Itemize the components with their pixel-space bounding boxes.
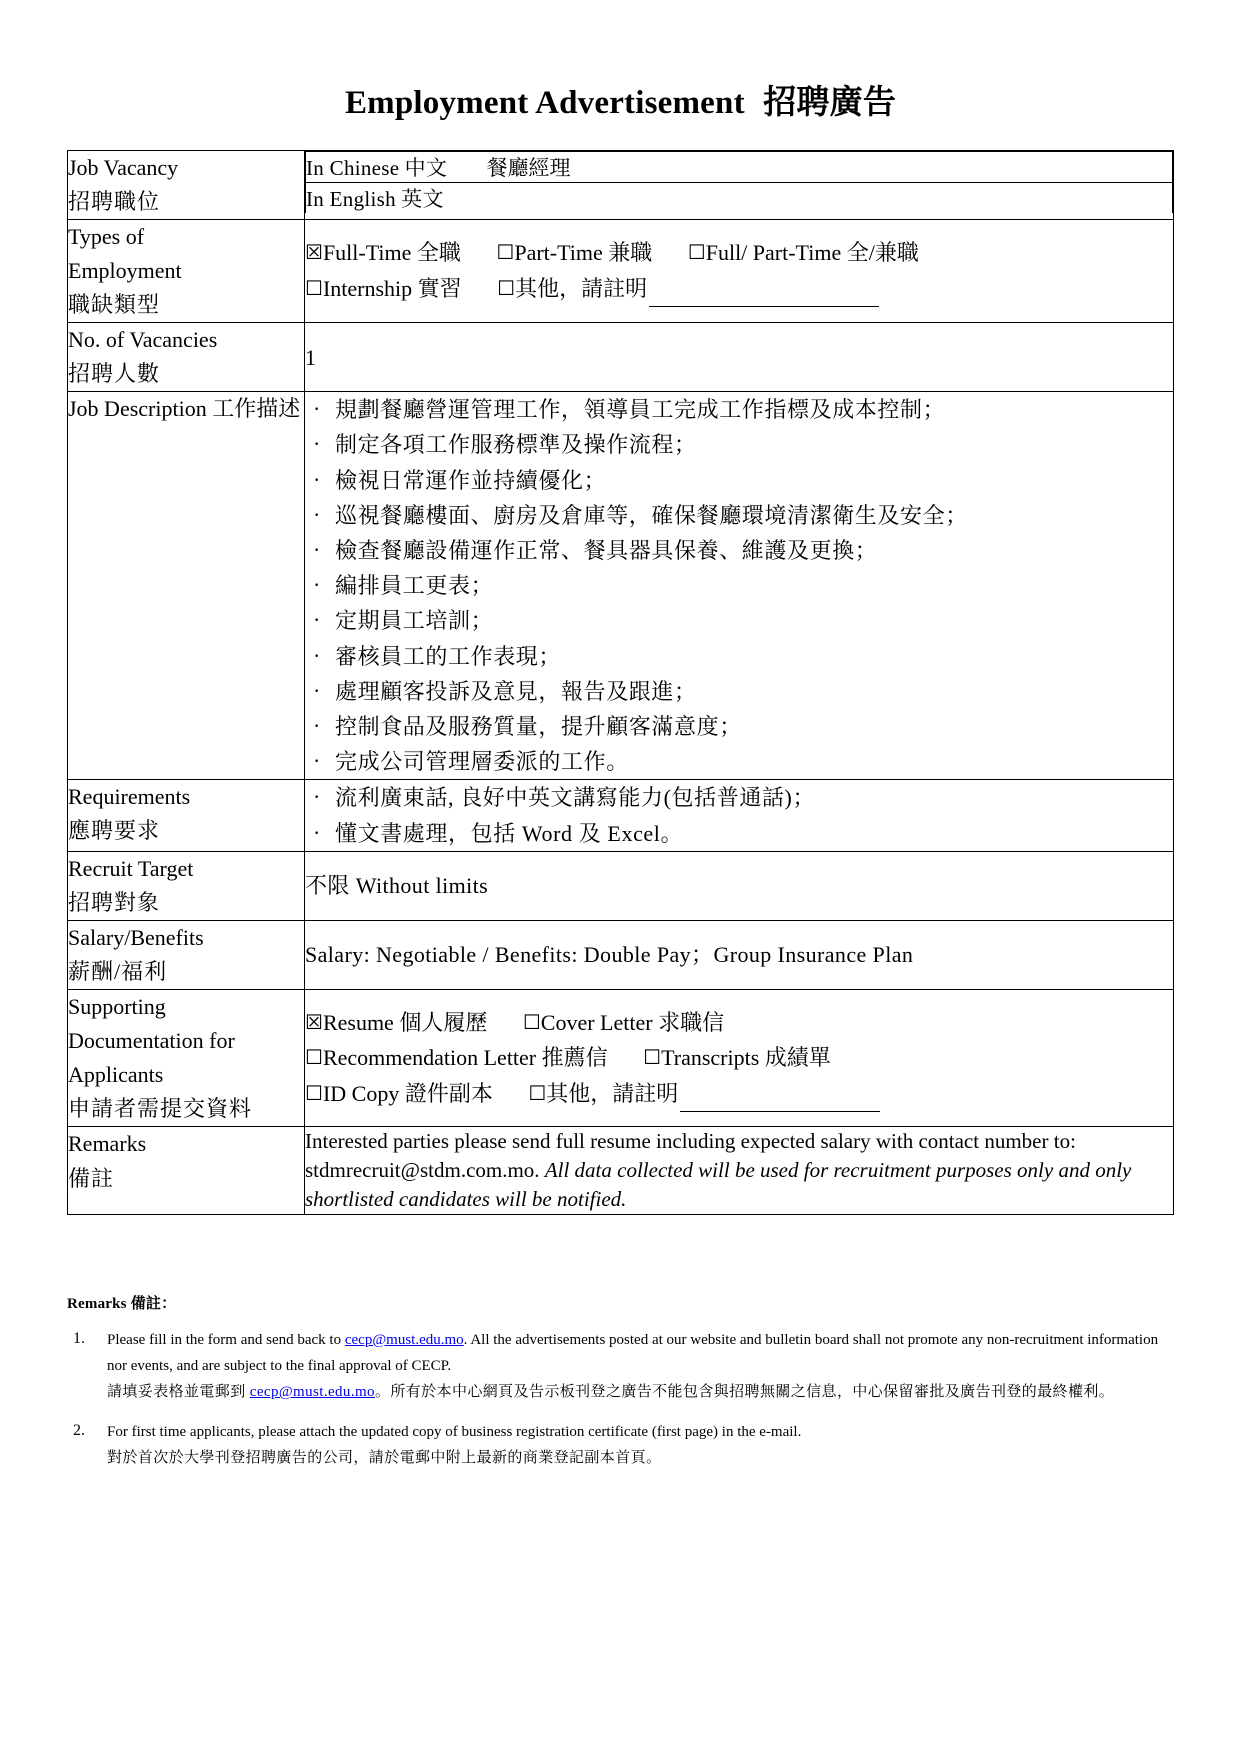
row-value-requirements — [305, 780, 1174, 851]
list-item: · 處理顧客投訴及意見，報告及跟進； — [305, 674, 1173, 709]
supporting-doc-line-3 — [305, 1076, 1173, 1112]
remarks-text-italic: All data collected will be used for recruitment purposes only and only shortlisted candidates will be notified. — [305, 1158, 1132, 1212]
option-label-en: Part-Time — [514, 240, 603, 266]
checkbox-option-other[interactable] — [497, 271, 879, 307]
checkbox-icon-checked[interactable]: ☒ — [305, 240, 323, 265]
option-label-zh: 兼職 — [608, 240, 653, 266]
checkbox-option-other-document[interactable] — [528, 1076, 880, 1112]
label-en-line2: Documentation for — [68, 1028, 235, 1054]
footnotes-heading-zh: 備註： — [130, 1296, 177, 1313]
employment-type-line-2 — [305, 271, 1173, 307]
table-row-supporting-documentation — [68, 990, 1174, 1127]
row-value-recruit-target — [305, 851, 1174, 920]
option-label-zh: 推薦信 — [541, 1045, 608, 1071]
employment-type-line-1 — [305, 235, 1173, 271]
footnotes-heading-en: Remarks — [67, 1296, 127, 1313]
footnote-zh-line — [107, 1379, 1174, 1407]
checkbox-option-part-time[interactable] — [496, 235, 652, 271]
row-label-job-vacancy — [68, 150, 305, 219]
other-employment-type-input[interactable] — [649, 287, 879, 307]
list-item: · 完成公司管理層委派的工作。 — [305, 744, 1173, 779]
row-label-types-of-employment — [68, 219, 305, 322]
checkbox-icon-unchecked[interactable]: ☐ — [496, 240, 515, 265]
label-zh: 招聘人數 — [68, 361, 161, 387]
option-label-en: Full/ Part-Time — [705, 240, 842, 266]
in-english-label-en: In English — [306, 186, 396, 211]
checkbox-icon-unchecked[interactable]: ☐ — [687, 240, 706, 265]
row-value-remarks — [305, 1127, 1174, 1215]
footnote-body — [107, 1419, 1174, 1473]
label-en: Requirements — [68, 784, 191, 810]
row-label-requirements — [68, 780, 305, 851]
label-zh: 招聘對象 — [68, 889, 161, 915]
recruit-target-value[interactable]: 不限 Without limits — [305, 873, 489, 899]
list-item: · 定期員工培訓； — [305, 603, 1173, 638]
label-en: Job Vacancy — [68, 154, 179, 180]
list-item: · 控制食品及服務質量，提升顧客滿意度； — [305, 709, 1173, 744]
footnote-body — [107, 1327, 1174, 1407]
footnote-en-part1: Please fill in the form and send back to — [107, 1331, 345, 1348]
footnote-en-line: For first time applicants, please attach the updated copy of business registration certificate (first page) in the e-mail. — [107, 1423, 802, 1440]
option-label-en: Resume — [322, 1009, 394, 1035]
label-zh: 申請者需提交資料 — [68, 1096, 253, 1122]
job-vacancy-chinese-cell — [306, 151, 1173, 182]
job-vacancy-english-value[interactable] — [444, 187, 478, 211]
option-label-zh: 證件副本 — [404, 1081, 493, 1107]
row-label-salary-benefits — [68, 920, 305, 989]
label-zh: 招聘職位 — [68, 188, 161, 214]
checkbox-icon-unchecked[interactable]: ☐ — [522, 1009, 541, 1034]
checkbox-icon-unchecked[interactable]: ☐ — [528, 1081, 547, 1106]
checkbox-icon-checked[interactable]: ☒ — [305, 1009, 323, 1034]
list-item: · 規劃餐廳營運管理工作，領導員工完成工作指標及成本控制； — [305, 392, 1173, 427]
checkbox-option-cover-letter[interactable] — [523, 1005, 724, 1041]
checkbox-icon-unchecked[interactable]: ☐ — [305, 275, 323, 300]
footnote-item-1 — [67, 1327, 1174, 1407]
option-label-en: Cover Letter — [540, 1009, 653, 1035]
table-row-remarks — [68, 1127, 1174, 1215]
label-zh: 應聘要求 — [68, 818, 161, 844]
table-row-job-vacancy — [68, 150, 1174, 219]
checkbox-icon-unchecked[interactable]: ☐ — [305, 1081, 323, 1106]
page-title-zh: 招聘廣告 — [763, 85, 897, 121]
label-zh: 備註 — [68, 1165, 115, 1191]
row-label-remarks — [68, 1127, 305, 1215]
label-en-line2: Employment — [68, 257, 182, 283]
row-value-job-vacancy — [305, 150, 1174, 219]
footnote-zh-part1: 請填妥表格並電郵到 — [107, 1384, 250, 1401]
footnote-email-link-zh[interactable]: cecp@must.edu.mo — [249, 1384, 375, 1401]
label-en-line1: Supporting — [68, 994, 166, 1020]
row-label-job-description — [68, 392, 305, 780]
employment-advertisement-form — [67, 150, 1174, 1216]
option-label-en: Transcripts — [661, 1045, 760, 1071]
table-row-types-of-employment — [68, 219, 1174, 322]
page-title-en: Employment Advertisement — [344, 85, 745, 121]
list-item: · 制定各項工作服務標準及操作流程； — [305, 427, 1173, 462]
list-item: · 檢查餐廳設備運作正常、餐具器具保養、維護及更換； — [305, 533, 1173, 568]
checkbox-option-recommendation-letter[interactable] — [305, 1040, 608, 1076]
no-of-vacancies-value[interactable]: 1 — [305, 344, 317, 370]
footnote-item-2 — [67, 1419, 1174, 1473]
page-title — [62, 84, 1179, 124]
checkbox-icon-unchecked[interactable]: ☐ — [497, 275, 516, 300]
checkbox-option-transcripts[interactable] — [643, 1040, 831, 1076]
option-label-en: Recommendation Letter — [322, 1045, 537, 1071]
footnote-en-line — [107, 1327, 1174, 1380]
option-label-en: Internship — [322, 275, 413, 301]
row-value-no-of-vacancies — [305, 323, 1174, 392]
label-en: Recruit Target — [68, 855, 194, 881]
job-vacancy-english-cell — [306, 182, 1173, 213]
footnote-zh-part2: 。所有於本中心網頁及告示板刊登之廣告不能包含與招聘無關之信息，中心保留審批及廣告刊登的最終權利。 — [374, 1384, 1115, 1401]
checkbox-option-id-copy[interactable] — [305, 1076, 493, 1112]
footnotes-section — [67, 1293, 1174, 1473]
label-en-line1: Types of — [68, 223, 145, 249]
list-item: · 檢視日常運作並持續優化； — [305, 463, 1173, 498]
supporting-doc-line-1 — [305, 1005, 1173, 1041]
checkbox-option-internship[interactable] — [305, 271, 462, 307]
row-value-supporting-documentation — [305, 990, 1174, 1127]
job-vacancy-subtable — [305, 151, 1173, 213]
in-chinese-label-zh: 中文 — [404, 155, 448, 180]
label-zh: 薪酬/福利 — [68, 958, 168, 984]
option-label-zh: 其他，請註明 — [515, 275, 648, 301]
job-vacancy-chinese-row — [306, 151, 1173, 182]
footnote-number: 1. — [73, 1329, 85, 1347]
table-row-requirements — [68, 780, 1174, 851]
supporting-doc-line-2 — [305, 1040, 1173, 1076]
checkbox-option-full-part-time[interactable] — [688, 235, 919, 271]
label-en: Remarks — [68, 1131, 147, 1157]
in-chinese-label-en: In Chinese — [306, 155, 400, 180]
option-label-zh: 個人履歷 — [399, 1009, 488, 1035]
list-item: · 懂文書處理，包括 Word 及 Excel。 — [305, 816, 1173, 851]
footnote-en-part2: . All the advertisements posted at our website and bulletin board shall not promote any non-recruitment information nor events, and are subject to the final approval of CECP. — [107, 1331, 1159, 1374]
footnote-zh-line: 對於首次於大學刊登招聘廣告的公司，請於電郵中附上最新的商業登記副本首頁。 — [107, 1450, 662, 1467]
job-vacancy-english-row — [306, 182, 1173, 213]
label-en: No. of Vacancies — [68, 327, 218, 353]
option-label-zh: 其他，請註明 — [546, 1081, 679, 1107]
footnote-email-link[interactable]: cecp@must.edu.mo — [344, 1331, 464, 1348]
option-label-zh: 全/兼職 — [846, 240, 919, 266]
footnote-number: 2. — [73, 1421, 85, 1439]
label-zh: 職缺類型 — [68, 291, 161, 317]
list-item: · 流利廣東話, 良好中英文講寫能力(包括普通話)； — [305, 780, 1173, 815]
remarks-paragraph — [305, 1127, 1173, 1214]
remarks-text-normal: Interested parties please send full resume including expected salary with contact number to: stdmrecruit@stdm.com.mo. — [305, 1129, 1076, 1183]
list-item: · 審核員工的工作表現； — [305, 639, 1173, 674]
label-en-line3: Applicants — [68, 1062, 164, 1088]
label-en: Salary/Benefits — [68, 924, 204, 950]
label-zh: 工作描述 — [212, 396, 301, 422]
checkbox-option-resume[interactable] — [305, 1005, 487, 1041]
table-row-salary-benefits — [68, 920, 1174, 989]
row-value-job-description — [305, 392, 1174, 780]
checkbox-icon-unchecked[interactable]: ☐ — [643, 1045, 662, 1070]
label-en: Job Description — [68, 396, 207, 422]
row-label-recruit-target — [68, 851, 305, 920]
table-row-job-description — [68, 392, 1174, 780]
job-vacancy-chinese-value[interactable]: 餐廳經理 — [486, 155, 571, 180]
job-description-list — [305, 392, 1173, 779]
option-label-zh: 成績單 — [764, 1045, 831, 1071]
option-label-zh: 全職 — [416, 240, 461, 266]
row-label-no-of-vacancies — [68, 323, 305, 392]
row-value-types-of-employment — [305, 219, 1174, 322]
option-label-en: Full-Time — [322, 240, 412, 266]
salary-benefits-value[interactable]: Salary: Negotiable / Benefits: Double Pay；Group Insurance Plan — [305, 942, 914, 968]
checkbox-option-full-time[interactable] — [305, 235, 461, 271]
option-label-zh: 求職信 — [658, 1009, 725, 1035]
requirements-list — [305, 780, 1173, 850]
checkbox-icon-unchecked[interactable]: ☐ — [305, 1045, 323, 1070]
table-row-no-of-vacancies — [68, 323, 1174, 392]
row-label-supporting-documentation — [68, 990, 305, 1127]
list-item: · 巡視餐廳樓面、廚房及倉庫等，確保餐廳環境清潔衛生及安全； — [305, 498, 1173, 533]
other-document-input[interactable] — [680, 1092, 880, 1112]
table-row-recruit-target — [68, 851, 1174, 920]
option-label-zh: 實習 — [417, 275, 462, 301]
option-label-en: ID Copy — [322, 1081, 400, 1107]
in-english-label-zh: 英文 — [401, 186, 444, 211]
row-value-salary-benefits — [305, 920, 1174, 989]
list-item: · 編排員工更表； — [305, 568, 1173, 603]
footnotes-heading — [67, 1293, 1174, 1316]
